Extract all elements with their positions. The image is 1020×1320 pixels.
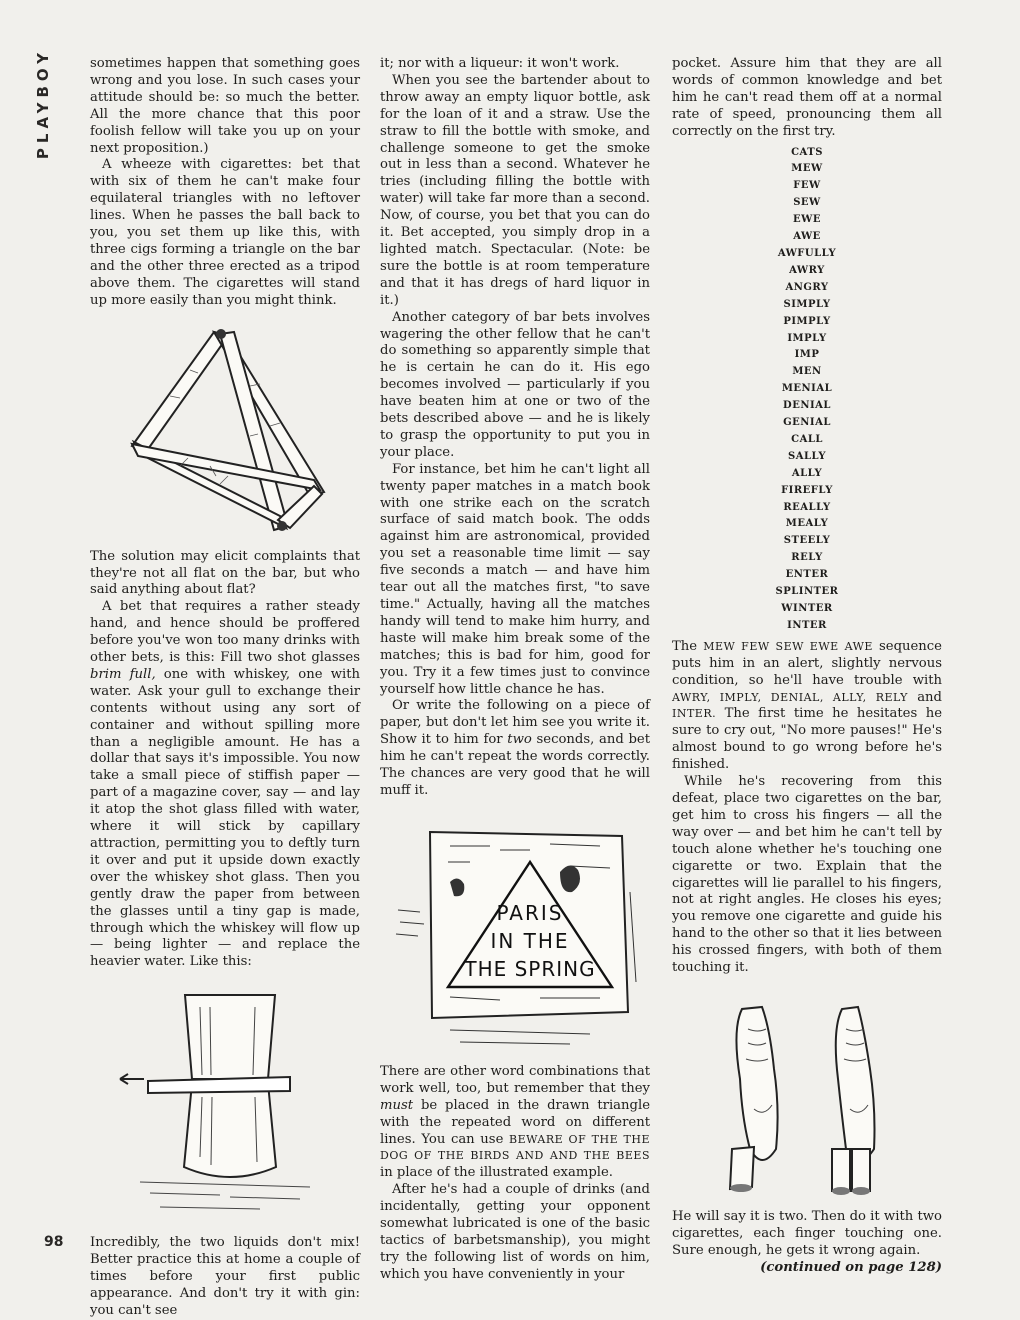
paragraph: For instance, bet him he can't light all twenty paper matches in a match book with one strike each on the scratch surface of said match book. The odds against him are astronomical, provided you set a reasonable time limit — say five seconds a match — and have him tear out all the matches first, "to save time." Actually, having all the matches handy will tend to make him hurry, and haste will make him break some of the matches; this is bad for him, good for you. Try it a few times just to convince yourself how little chance he has. — [380, 461, 650, 697]
paragraph: it; nor with a liqueur: it won't work. — [380, 56, 620, 71]
paper-sheet — [430, 832, 628, 1018]
word-list-item: GENIAL — [783, 417, 831, 429]
paragraph: Another category of bar bets involves wagering the other fellow that he can't do something so apparently simple that he is certain he can do it. His ego becomes involved — particularly if you have beaten him at one or two of the bets described above — and he is likely to grasp the opportunity to put you in your place. — [380, 309, 650, 460]
word-list-item: AWRY — [789, 264, 825, 276]
word-list-item: WINTER — [781, 603, 833, 614]
text-run: A bet that requires a rather steady hand, and hence should be proffered before you've won too many drinks with other bets, is this: Fill two shot glasses — [90, 599, 360, 666]
paragraph — [672, 639, 942, 774]
cigarette-tip — [277, 521, 287, 531]
text-run: The — [672, 638, 704, 654]
paragraph: pocket. Assure him that they are all words of common knowledge and bet him he can't read them off at a normal rate of speed, pronouncing them all correctly on the first try. — [672, 56, 942, 139]
paragraph — [380, 1064, 650, 1182]
paragraph: Incredibly, the two liquids don't mix! Better practice this at home a couple of times before your first public appearance. And don't try it with gin: you can't see — [90, 1235, 360, 1318]
word-list-item: PIMPLY — [783, 315, 831, 327]
word-list-item: SIMPLY — [783, 298, 831, 310]
paragraph: When you see the bartender about to throw away an empty liquor bottle, ask for the loan of it and a straw. Use the straw to fill the bottle with smoke, and challenge someone to get the smoke out in less than a second. Whatever he tries (including filling the bottle with water) will take far more than a second. Now, of course, you bet that you can do it. Bet accepted, you simply drop in a lighted match. Spectacular. (Note: be sure the bottle is at room temperature and that it has dregs of hard liquor in it.) — [380, 72, 650, 308]
cigarette — [132, 332, 228, 452]
word-list-item: IMPLY — [787, 332, 827, 344]
word-list-item: RELY — [791, 552, 823, 564]
paragraph — [90, 599, 360, 971]
word-list-item: ALLY — [791, 467, 823, 479]
word-list-item: SPLINTER — [775, 586, 839, 598]
column-1 — [90, 56, 360, 1320]
text-run: Or write the following on a piece of paper, but don't let him see you write it. Show it to him for — [380, 698, 650, 748]
word-list-item: SALLY — [787, 450, 827, 462]
right-cigarette-b — [852, 1149, 870, 1191]
cigarette-end — [852, 1187, 870, 1195]
word-list-item: MEN — [792, 366, 822, 378]
small-caps-text: MEW FEW SEW EWE AWE — [703, 639, 873, 653]
paragraph: He will say it is two. Then do it with two cigarettes, each finger touching one. Sure enough, he gets it wrong again. — [672, 1208, 942, 1258]
word-list — [672, 145, 942, 635]
text-run: sequence puts him in an alert, slightly nervous condition, so he'll have trouble with — [672, 638, 942, 688]
paragraph: While he's recovering from this defeat, place two cigarettes on the bar, get him to cross his fingers — all the way over — and bet him he can't tell by touch alone whether he's touching one cigarette or two. Explain that the cigarettes will lie parallel to his fingers, not at right angles. He closes his eyes; you remove one cigarette and guide his hand to the other so that it lies between his crossed fingers, with both of them touching it. — [672, 774, 942, 976]
word-list-item: IMP — [794, 349, 820, 361]
word-list-item: AWFULLY — [777, 247, 837, 259]
cigarette-tetrahedron-illustration — [110, 326, 340, 541]
paragraph: The solution may elicit complaints that they're not all flat on the bar, but who said anything about flat? — [90, 548, 360, 598]
paragraph: sometimes happen that something goes wrong and you lose. In such cases your attitude should be: so much the better. All the more chance that this poor foolish fellow will take you up on your next proposition.) — [90, 56, 360, 156]
crossed-fingers-illustration — [692, 999, 922, 1199]
word-list-item: STEELY — [783, 535, 831, 547]
word-list-item: ANGRY — [785, 281, 829, 293]
word-list-item: ENTER — [785, 569, 829, 581]
lower-shot-glass — [184, 1083, 276, 1177]
cigarette-end — [832, 1187, 850, 1195]
cigarette-tip — [216, 329, 226, 339]
left-cigarette — [730, 1147, 754, 1189]
word-list-item: EWE — [793, 214, 821, 226]
word-list-item: FIREFLY — [781, 484, 833, 496]
paragraph — [380, 698, 650, 799]
page-number: 98 — [44, 1234, 64, 1250]
right-finger — [836, 1007, 875, 1160]
word-list-item: CATS — [791, 146, 823, 158]
text-run: and — [907, 689, 942, 705]
text-run: be placed in the drawn triangle with the repeated word on different lines. You can use — [380, 1097, 650, 1147]
small-caps-text: INTER. — [672, 707, 717, 721]
word-list-item: INTER — [787, 619, 827, 631]
sign-word-line-1: PARIS — [496, 900, 564, 925]
continued-note: (continued on page 128) — [760, 1259, 942, 1275]
word-list-item: MEALY — [785, 518, 829, 530]
upper-shot-glass — [185, 995, 275, 1079]
text-run: The first time he hesitates he sure to cry out, "No more pauses!" He's almost bound to go wrong before he's finished. — [672, 706, 942, 773]
word-list-item: MENIAL — [781, 383, 833, 395]
paragraph: After he's had a couple of drinks (and incidentally, getting your opponent somewhat lubricated is one of the basic tactics of barbetsmanship), you might try the following list of words on him, which you have conveniently in your — [380, 1182, 650, 1282]
emphasis: must — [380, 1097, 414, 1113]
column-2 — [380, 56, 650, 1284]
word-list-item: SEW — [793, 197, 821, 209]
text-run: seconds, and bet him he can't repeat the words correctly. The chances are very good that he will muff it. — [380, 732, 650, 798]
word-list-item: CALL — [791, 433, 823, 445]
word-list-item: FEW — [793, 180, 821, 192]
text-run: one with whiskey, one with water. Ask your gull to exchange their contents without using any sort of container and without spilling more than a negligible amount. He has a dollar that says it's impossible. You now take a small piece of stiffish paper — part of a magazine cover, say — and lay it atop the shot glass filled with water, where it will stick by capillary attraction, permitting you to deftly turn it over and put it upside down exactly over the whiskey shot glass. Then you gently draw the paper from between the glasses until a tiny gap is made, through which the whiskey will flow up — being lighter — and replace the heavier water. Like this: — [90, 666, 360, 970]
shot-glass-illustration — [110, 987, 340, 1227]
text-run: There are other word combinations that work well, too, but remember that they — [380, 1063, 650, 1096]
cigarette-end — [730, 1184, 752, 1192]
arrow-left-icon — [120, 1074, 144, 1084]
paris-sign-illustration — [390, 822, 640, 1052]
sign-word-line-3: THE SPRING — [464, 956, 596, 981]
small-caps-text: AWRY, IMPLY, DENIAL, ALLY, RELY — [672, 690, 908, 704]
word-list-item: AWE — [793, 231, 821, 243]
small-caps-text: BEWARE OF THE THE DOG OF THE BIRDS AND AND THE BEES — [380, 1132, 650, 1163]
emphasis: two — [507, 732, 532, 748]
sign-word-line-2: IN THE — [490, 928, 570, 953]
cigarette — [278, 486, 322, 528]
word-list-item: REALLY — [783, 501, 831, 513]
column-3 — [672, 56, 942, 1277]
right-cigarette-a — [832, 1149, 850, 1191]
magazine-name: PLAYBOY — [34, 48, 52, 160]
emphasis: brim full, — [90, 666, 156, 682]
word-list-item: DENIAL — [783, 400, 831, 412]
paragraph: A wheeze with cigarettes: bet that with six of them he can't make four equilateral triangles with no leftover lines. When he passes the ball back to you, you set them up like this, with three cigs forming a triangle on the bar and the other three erected as a tripod above them. The cigarettes will stand up more easily than you might think. — [90, 157, 360, 308]
paper-card — [148, 1077, 290, 1093]
left-finger — [736, 1007, 777, 1160]
word-list-item: MEW — [791, 163, 823, 175]
text-run: in place of the illustrated example. — [380, 1165, 613, 1181]
